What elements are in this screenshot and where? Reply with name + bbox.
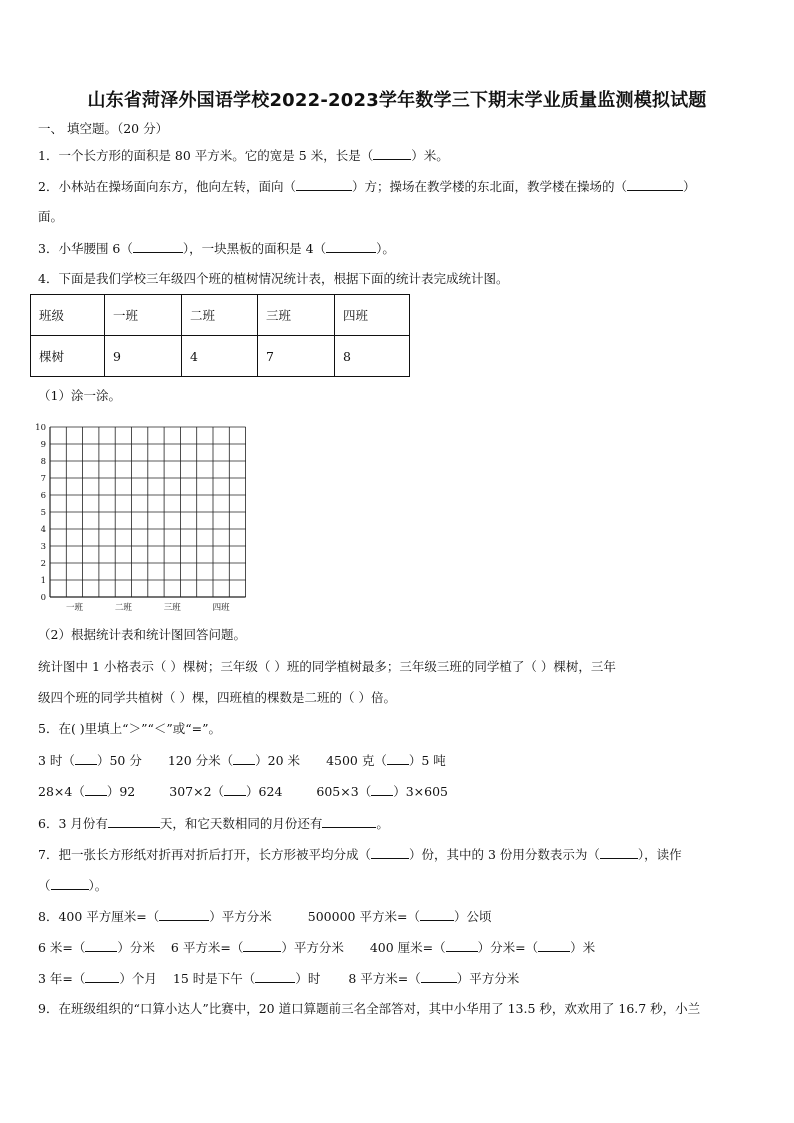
q8-r3-c: 15 时是下午（ [172,971,256,986]
y-tick-label: 6 [40,491,46,501]
q8-blank[interactable] [255,970,295,983]
table-cell: 班级 [31,295,105,336]
q7-text-c: ），读作 [637,847,682,862]
y-tick-label: 9 [40,440,46,450]
question-9: 9．在班级组织的“口算小达人”比赛中，20 道口算题前三名全部答对，其中小华用了 13.5 秒，欢欢用了 16.7 秒，小兰 [38,1001,701,1016]
y-tick-label: 8 [40,457,46,467]
x-category-label: 三班 [163,603,181,613]
q8-r3-b: ）个月 [119,971,157,986]
table-cell: 四班 [335,295,410,336]
q6-text-c: 。 [376,816,389,831]
table-row [31,336,410,377]
q8-r3-d: ）时 [295,971,321,986]
question-1 [38,147,764,164]
q7-blank-1[interactable] [371,846,409,859]
q8-blank[interactable] [420,908,454,921]
q8-blank[interactable] [421,970,457,983]
q1-text-b: ）米。 [411,148,449,163]
q8-r3-e: 8 平方米=（ [348,971,421,986]
question-3 [38,240,764,257]
question-4: 4．下面是我们学校三年级四个班的植树情况统计表，根据下面的统计表完成统计图。 [38,271,509,286]
y-tick-label: 7 [40,474,46,484]
q7-blank-2[interactable] [600,846,638,859]
y-tick-label: 2 [40,559,46,569]
question-4b-line-2: 级四个班的同学共植树（ ）棵，四班植的棵数是二班的（ ）倍。 [38,690,396,705]
question-5: 5．在( )里填上“＞”“＜”或“=”。 [38,721,221,736]
q6-blank-2[interactable] [322,815,376,828]
question-8-row-2 [38,939,764,956]
q8-blank[interactable] [85,970,119,983]
x-category-label: 二班 [114,603,132,613]
q8-blank[interactable] [538,939,570,952]
table-cell: 7 [258,336,335,377]
q5-r1-f: ）5 吨 [408,753,446,768]
q1-text-a: 1．一个长方形的面积是 80 平方米。它的宽是 5 米，长是（ [38,148,374,163]
table-cell: 二班 [182,295,258,336]
q7-text-d: （ [38,878,51,893]
table-cell: 三班 [258,295,335,336]
q8-blank[interactable] [243,939,281,952]
question-6 [38,815,764,832]
x-category-label: 一班 [65,603,83,613]
q8-r1-a: 8．400 平方厘米=（ [38,909,160,924]
y-tick-label: 3 [40,542,46,552]
q6-text-b: 天，和它天数相同的月份还有 [159,816,323,831]
q8-r2-c: 6 平方米=（ [170,940,244,955]
q5-r1-e: 4500 克（ [326,753,387,768]
table-header-row [31,295,410,336]
y-tick-label: 5 [40,508,46,518]
q2-blank-1[interactable] [296,178,352,191]
q2-text-a: 2．小林站在操场面向东方，他向左转，面向（ [38,179,296,194]
q8-r2-f: ）分米=（ [477,940,539,955]
q5-r2-f: ）3×605 [393,784,448,799]
question-8-row-3 [38,970,764,987]
q1-blank[interactable] [373,147,411,160]
q5-r2-b: ）92 [106,784,136,799]
q5-r1-c: 120 分米（ [167,753,234,768]
q5-r2-e: 605×3（ [316,784,372,799]
q7-text-b: ）份，其中的 3 份用分数表示为（ [408,847,600,862]
q8-blank[interactable] [159,908,209,921]
q5-r1-a: 3 时（ [38,753,75,768]
q5-blank[interactable] [371,783,393,796]
q5-r1-b: ）50 分 [96,753,142,768]
q8-r1-c: 500000 平方米=（ [307,909,420,924]
q6-blank-1[interactable] [108,815,160,828]
table-cell: 8 [335,336,410,377]
question-7 [38,846,764,863]
tree-table [30,294,410,377]
q8-r2-b: ）分米 [117,940,155,955]
sub-question-2: （2）根据统计表和统计图回答问题。 [38,627,246,642]
q7-text-e: ）。 [88,878,108,893]
question-5-row-1 [38,752,764,769]
question-7-cont [38,877,764,894]
q5-blank[interactable] [387,752,409,765]
question-5-row-2 [38,783,764,800]
q5-blank[interactable] [75,752,97,765]
question-8-row-1 [38,908,764,925]
q3-text-a: 3．小华腰围 6（ [38,241,133,256]
q8-r2-d: ）平方分米 [281,940,344,955]
q8-r2-a: 6 米=（ [38,940,86,955]
q8-r1-b: ）平方分米 [209,909,272,924]
q6-text-a: 6．3 月份有 [38,816,108,831]
q5-r1-d: ）20 米 [255,753,301,768]
bar-chart-grid[interactable] [28,417,278,617]
question-4b-line-1: 统计图中 1 小格表示（ ）棵树；三年级（ ）班的同学植树最多；三年级三班的同学植了（ ）棵树，三年 [38,659,616,674]
q8-blank[interactable] [446,939,478,952]
y-tick-label: 1 [40,576,46,586]
y-tick-label: 10 [35,423,46,433]
q5-r2-c: 307×2（ [169,784,225,799]
table-cell: 一班 [105,295,182,336]
y-tick-label: 0 [40,593,46,603]
q3-blank-1[interactable] [133,240,183,253]
q7-blank-3[interactable] [51,877,89,890]
q3-blank-2[interactable] [326,240,376,253]
table-cell: 9 [105,336,182,377]
q3-text-c: ）。 [376,241,395,256]
q5-blank[interactable] [224,783,246,796]
table-cell: 棵树 [31,336,105,377]
q5-blank[interactable] [233,752,255,765]
q5-r2-a: 28×4（ [38,784,85,799]
q2-text-b: ）方；操场在教学楼的东北面，教学楼在操场的（ [351,179,627,194]
q8-r1-d: ）公顷 [453,909,492,924]
q5-r2-d: ）624 [246,784,283,799]
q3-text-b: ），一块黑板的面积是 4（ [182,241,327,256]
question-2-cont: 面。 [38,209,64,224]
question-2 [38,178,764,195]
q8-r3-a: 3 年=（ [38,971,86,986]
q2-text-c: ） [682,179,696,194]
q8-r3-f: ）平方分米 [456,971,520,986]
x-category-label: 四班 [212,603,230,613]
section-heading: 一、 填空题。（20 分） [38,121,169,136]
q2-blank-2[interactable] [627,178,683,191]
q8-blank[interactable] [85,939,117,952]
q8-r2-g: ）米 [570,940,596,955]
q7-text-a: 7．把一张长方形纸对折再对折后打开，长方形被平均分成（ [38,847,371,862]
y-tick-label: 4 [40,525,46,535]
q5-blank[interactable] [85,783,107,796]
table-cell: 4 [182,336,258,377]
page-title: 山东省菏泽外国语学校2022-2023学年数学三下期末学业质量监测模拟试题 [87,90,707,111]
q8-r2-e: 400 厘米=（ [369,940,446,955]
sub-question-1: （1）涂一涂。 [38,388,121,403]
